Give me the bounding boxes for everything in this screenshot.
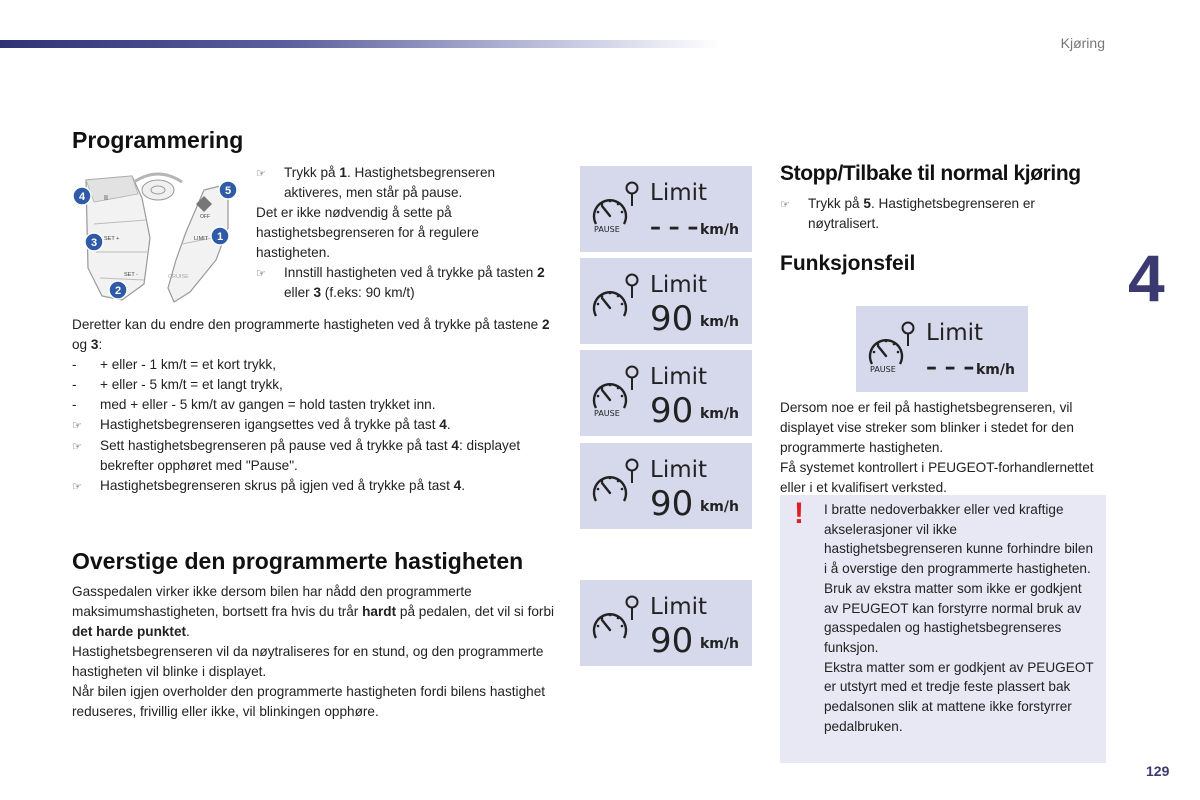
pointing-hand-icon: ☞ [72,420,82,432]
off-key-label: OFF [200,214,210,220]
svg-text:4: 4 [78,191,86,203]
display-speed-value: – – – [926,355,975,380]
display-unit-label: km/h [700,406,739,422]
display-pause-label: PAUSE [594,409,620,418]
set-minus-key-label: SET - [124,272,138,278]
key-badge-1 [211,227,229,245]
chapter-number: 4 [1128,241,1165,315]
limit-pin-icon [627,597,638,621]
limit-pin-icon [903,323,914,347]
speedometer-icon [594,200,626,224]
key-badge-2 [109,281,127,299]
programmering-note: Det er ikke nødvendig å sette på hastighetsbegrenseren for å regulere hastigheten. [256,205,479,260]
warning-paragraph: Bruk av ekstra matter som ikke er godkjent av PEUGEOT kan forstyrre normal bruk av gasspedalen og hastighetsbegrenseres funksjon. [824,580,1082,655]
exclamation-icon: ! [794,497,804,530]
funksjonsfeil-body [780,398,1100,498]
steering-wheel-controls-illustration [72,168,248,308]
display-speed-value: 90 [650,621,694,661]
display-speed-value: 90 [650,299,694,339]
display-speed-value: 90 [650,391,694,431]
speedometer-icon [594,292,626,316]
funksjonsfeil-paragraph: Få systemet kontrollert i PEUGEOT-forhandlernettet eller i et kvalifisert verksted. [780,460,1094,495]
key-badge-4 [73,187,91,205]
programmering-heading: Programmering [72,127,244,153]
overstige-paragraph: Gasspedalen virker ikke dersom bilen har nådd den programmerte maksimumshastigheten, bortsett fra hvis du trår hardt på pedalen, det vil si forbi det harde punktet. [72,584,555,639]
display-limit-label: Limit [650,364,708,390]
pointing-hand-icon: ☞ [72,481,82,493]
bullet-item: ☞ Sett hastighetsbegrenseren på pause ved å trykke på tast 4: displayet bekrefter opphøret med "Pause". [72,436,562,476]
header-bar [0,40,720,48]
dash-item: - med + eller - 5 km/t av gangen = hold tasten trykket inn. [72,397,436,412]
stopp-body: ☞ Trykk på 5. Hastighetsbegrenseren er nøytralisert. [780,194,1100,234]
svg-text:2: 2 [114,285,122,297]
stopp-heading: Stopp/Tilbake til normal kjøring [780,162,1081,185]
programmering-steps: ☞ Trykk på 1. Hastighetsbegrenseren aktiveres, men står på pause. Det er ikke nødvendig å sette på hastighetsbegrenseren for å regulere hastigheten. ☞ Innstill hastigheten ved å trykke på tasten 2 eller 3 (f.eks: 90 km/t) [256,163,556,303]
display-unit-label: km/h [700,314,739,330]
display-unit-label: km/h [700,499,739,515]
limit-display [856,306,1028,392]
display-unit-label: km/h [976,362,1015,378]
pointing-hand-icon: ☞ [256,168,266,180]
limit-display [580,166,752,252]
display-speed-value: 90 [650,484,694,524]
warning-paragraph: I bratte nedoverbakker eller ved kraftige akselerasjoner vil ikke hastighetsbegrenseren kunne forhindre bilen i å overstige den programmerte hastigheten. [824,502,1094,577]
limit-pin-icon [627,183,638,207]
display-limit-label: Limit [926,320,984,346]
page-number: 129 [1146,763,1170,779]
speedometer-icon [594,477,626,501]
section-label: Kjøring [1060,35,1105,51]
overstige-paragraph: Hastighetsbegrenseren vil da nøytraliseres for en stund, og den programmerte hastigheten vil blinke i displayet. [72,644,544,679]
limit-pin-icon [627,275,638,299]
display-pause-label: PAUSE [870,365,896,374]
limit-display [580,443,752,529]
svg-text:1: 1 [216,231,224,243]
speedometer-icon [870,340,902,364]
display-speed-value: – – – [650,215,699,240]
overstige-paragraph: Når bilen igjen overholder den programmerte hastigheten fordi bilens hastighet reduseres, frivillig eller ikke, vil blinkingen opphøre. [72,684,546,719]
display-unit-label: km/h [700,636,739,652]
svg-text:3: 3 [90,237,98,249]
key-badge-5 [219,181,237,199]
speedometer-icon [594,384,626,408]
limit-key-label: LIMIT [194,236,209,242]
limit-display [580,350,752,436]
pointing-hand-icon: ☞ [72,441,82,453]
speedometer-icon [594,614,626,638]
pause-key-label: II [104,195,108,202]
display-limit-label: Limit [650,594,708,620]
pointing-hand-icon: ☞ [780,199,790,211]
bullet-item: ☞ Hastighetsbegrenseren skrus på igjen ved å trykke på tast 4. [72,476,562,497]
limit-pin-icon [627,460,638,484]
display-limit-label: Limit [650,457,708,483]
pointing-hand-icon: ☞ [256,268,266,280]
funksjonsfeil-paragraph: Dersom noe er feil på hastighetsbegrenseren, vil displayet vise streker som blinker i stedet for den programmerte hastigheten. [780,400,1074,455]
key-badge-3 [85,233,103,251]
dash-item: - + eller - 1 km/t = et kort trykk, [72,357,277,372]
warning-paragraph: Ekstra matter som er godkjent av PEUGEOT er utstyrt med et tredje feste plassert bak pedalsonen slik at mattene ikke forstyrrer pedalbruken. [824,659,1094,734]
overstige-body [72,582,562,722]
limit-display [580,580,752,666]
warning-box [780,495,1106,763]
svg-text:5: 5 [224,185,232,197]
display-pause-label: PAUSE [594,225,620,234]
limit-display [580,258,752,344]
bullet-item: ☞ Hastighetsbegrenseren igangsettes ved å trykke på tast 4. [72,415,562,436]
set-plus-key-label: SET + [104,236,120,242]
funksjonsfeil-heading: Funksjonsfeil [780,252,916,275]
overstige-heading: Overstige den programmerte hastigheten [72,548,524,574]
programmering-intro: Deretter kan du endre den programmerte hastigheten ved å trykke på tastene 2 og 3: [72,317,550,352]
cruise-key-label: CRUISE [168,274,189,280]
dash-item: - + eller - 5 km/t = et langt trykk, [72,377,283,392]
display-limit-label: Limit [650,272,708,298]
programmering-body [72,315,562,497]
display-unit-label: km/h [700,222,739,238]
display-limit-label: Limit [650,180,708,206]
limit-pin-icon [627,367,638,391]
